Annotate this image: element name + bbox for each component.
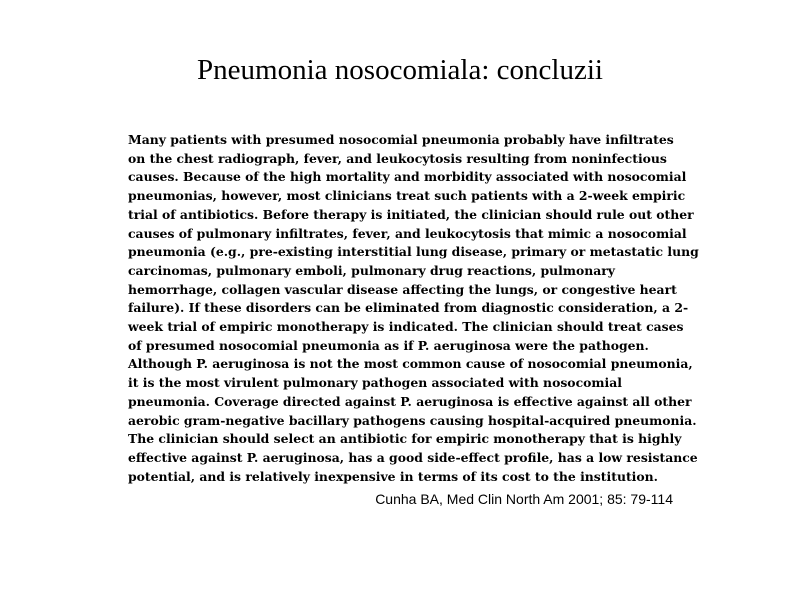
slide-body-text — [128, 131, 699, 486]
citation: Cunha BA, Med Clin North Am 2001; 85: 79-114 — [375, 491, 673, 507]
body-line: pneumonias, however, most clinicians treat such patients with a 2-week empiric — [128, 188, 686, 204]
body-line: trial of antibiotics. Before therapy is initiated, the clinician should rule out other — [128, 206, 694, 222]
body-line: causes. Because of the high mortality and morbidity associated with nosocomial — [128, 169, 687, 185]
body-line: Although P. aeruginosa is not the most common cause of nosocomial pneumonia, — [128, 356, 693, 372]
body-line: pneumonia. Coverage directed against P. aeruginosa is effective against all other — [128, 393, 692, 409]
body-line: carcinomas, pulmonary emboli, pulmonary drug reactions, pulmonary — [128, 262, 615, 278]
body-line: of presumed nosocomial pneumonia as if P. aeruginosa were the pathogen. — [128, 337, 649, 353]
body-line: aerobic gram-negative bacillary pathogens causing hospital-acquired pneumonia. — [128, 412, 697, 428]
body-line: causes of pulmonary infiltrates, fever, and leukocytosis that mimic a nosocomial — [128, 225, 687, 241]
body-line: it is the most virulent pulmonary pathogen associated with nosocomial — [128, 375, 622, 391]
body-line: pneumonia (e.g., pre-existing interstitial lung disease, primary or metastatic lung — [128, 244, 699, 260]
body-line: The clinician should select an antibiotic for empiric monotherapy that is highly — [128, 431, 682, 447]
slide-title: Pneumonia nosocomiala: concluzii — [197, 54, 603, 86]
body-line: potential, and is relatively inexpensive in terms of its cost to the institution. — [128, 468, 658, 484]
body-line: effective against P. aeruginosa, has a good side-effect profile, has a low resistance — [128, 449, 698, 465]
body-line: failure). If these disorders can be eliminated from diagnostic consideration, a 2- — [128, 300, 689, 316]
body-line: Many patients with presumed nosocomial pneumonia probably have infiltrates — [128, 132, 674, 147]
body-line: week trial of empiric monotherapy is indicated. The clinician should treat cases — [128, 319, 684, 335]
body-line: on the chest radiograph, fever, and leukocytosis resulting from noninfectious — [128, 150, 667, 166]
body-line: hemorrhage, collagen vascular disease affecting the lungs, or congestive heart — [128, 281, 677, 297]
